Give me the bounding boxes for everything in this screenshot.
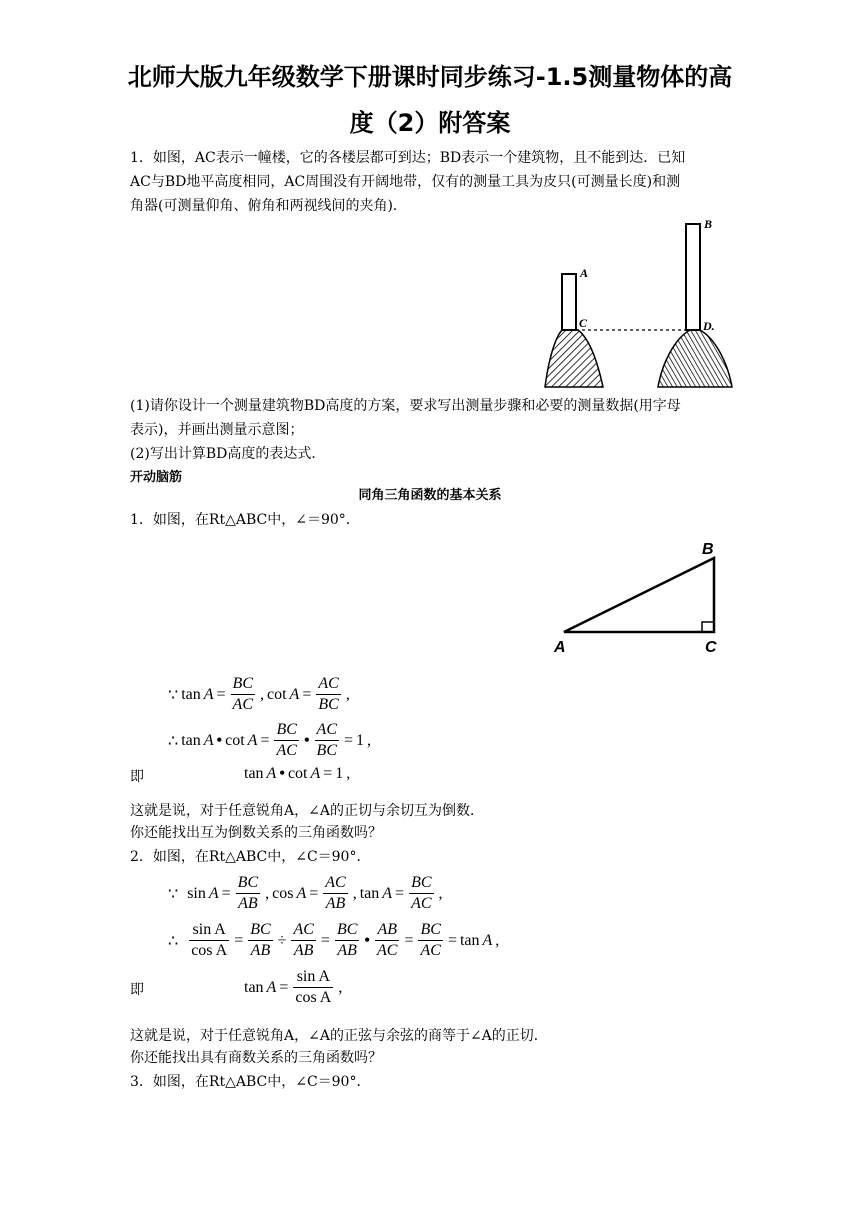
equals: = <box>260 731 270 749</box>
func-cot: cot <box>225 731 245 749</box>
numerator: AC <box>323 873 347 894</box>
denominator: AB <box>325 895 346 912</box>
because-symbol: ∵ <box>168 686 179 704</box>
because-symbol: ∵ <box>168 885 179 903</box>
func-sin: sin <box>187 884 206 902</box>
tri-label-c: C <box>705 639 717 656</box>
problem1-line1: 1．如图，AC表示一幢楼，它的各楼层都可到达；BD表示一个建筑物，且不能到达．已知 <box>130 150 686 166</box>
numerator: BC <box>409 873 433 894</box>
left-mound <box>545 330 603 387</box>
comma: , <box>438 884 443 902</box>
func-tan: tan <box>181 731 201 749</box>
dot-operator: • <box>303 731 310 749</box>
numerator: BC <box>236 873 260 894</box>
building-ac <box>562 274 576 330</box>
equals: = <box>279 978 289 996</box>
label-b: B <box>704 217 713 231</box>
var-a: A <box>203 731 214 749</box>
formula-1-2 <box>168 720 371 761</box>
var-a: A <box>482 931 493 949</box>
var-a: A <box>203 685 214 703</box>
numerator: AC <box>291 920 315 941</box>
func-tan: tan <box>459 931 480 949</box>
numerator: BC <box>418 920 442 941</box>
formula-1-3 <box>244 765 350 783</box>
denominator: AB <box>337 942 357 959</box>
fraction <box>231 674 255 715</box>
label-a: A <box>580 266 589 280</box>
var-a: A <box>266 765 277 782</box>
var-a: A <box>310 765 321 782</box>
therefore-symbol: ∴ <box>168 932 179 950</box>
equals: = <box>216 685 226 703</box>
item2-intro: 2．如图，在Rt△ABC中，∠C＝90°． <box>130 849 371 865</box>
func-tan: tan <box>244 978 264 996</box>
comma: , <box>495 931 500 949</box>
one: 1 <box>356 731 365 749</box>
label-d: D. <box>703 319 715 333</box>
question1-line2: 表示)，并画出测量示意图； <box>130 422 304 438</box>
triangle-abc <box>564 558 714 632</box>
section-subheading: 同角三角函数的基本关系 <box>358 488 502 503</box>
func-cot: cot <box>287 765 308 782</box>
equals: = <box>395 884 405 902</box>
func-tan: tan <box>359 884 380 902</box>
var-a: A <box>266 978 277 996</box>
item1-intro: 1．如图，在Rt△ABC中，∠＝90°． <box>130 512 360 528</box>
numerator: BC <box>274 720 298 741</box>
var-a: A <box>289 685 300 703</box>
therefore-symbol: ∴ <box>168 732 179 750</box>
fraction <box>315 720 339 761</box>
fraction <box>291 920 315 961</box>
tri-label-a: A <box>554 639 566 656</box>
comma: , <box>265 884 270 902</box>
problem1-line3: 角器(可测量仰角、俯角和两视线间的夹角)． <box>130 198 407 214</box>
formula-1-1 <box>168 674 350 715</box>
denominator: AC <box>377 942 398 959</box>
label-c: C <box>579 316 588 330</box>
equals: = <box>447 931 457 949</box>
buildings-figure <box>540 214 740 390</box>
item2-conclusion-2: 你还能找出具有商数关系的三角函数吗？ <box>130 1050 382 1066</box>
numerator: sin A <box>189 920 229 941</box>
page-title: 北师大版九年级数学下册课时同步练习-1.5测量物体的高 <box>127 63 733 91</box>
formula-2-3 <box>244 967 342 1008</box>
fraction <box>323 873 347 914</box>
func-tan: tan <box>181 685 201 703</box>
fraction <box>316 674 340 715</box>
denominator: BC <box>318 696 339 713</box>
numerator: BC <box>335 920 359 941</box>
func-cot: cot <box>267 685 287 703</box>
comma: , <box>346 765 351 782</box>
var-a: A <box>247 731 258 749</box>
one: 1 <box>335 765 344 782</box>
ji-label: 即 <box>130 769 144 785</box>
fraction <box>236 873 260 914</box>
problem1-line2: AC与BD地平高度相同，AC周围没有开阔地带，仅有的测量工具为皮只(可测量长度)和测 <box>130 174 681 190</box>
tri-label-b: B <box>702 541 714 558</box>
equals: = <box>309 884 319 902</box>
comma: , <box>338 978 343 996</box>
var-a: A <box>296 884 307 902</box>
equals: = <box>323 765 333 782</box>
fraction <box>189 920 229 961</box>
equals: = <box>221 884 231 902</box>
right-angle-mark <box>702 622 714 632</box>
fraction <box>248 920 272 961</box>
formula-2-1 <box>168 873 443 914</box>
denominator: AC <box>420 942 441 959</box>
denominator: AC <box>276 742 297 759</box>
item2-conclusion-1: 这就是说，对于任意锐角A，∠A的正弦与余弦的商等于∠A的正切． <box>130 1028 548 1044</box>
dot-operator: • <box>279 765 285 782</box>
building-bd <box>686 224 700 330</box>
denominator: AB <box>293 942 314 959</box>
fraction <box>418 920 442 961</box>
numerator: sin A <box>293 967 333 988</box>
comma: , <box>260 685 264 703</box>
denominator: AC <box>411 895 432 912</box>
formula-2-2 <box>168 920 499 961</box>
var-a: A <box>208 884 219 902</box>
numerator: BC <box>248 920 272 941</box>
numerator: AC <box>315 720 339 741</box>
comma: , <box>367 731 372 749</box>
fraction <box>335 920 359 961</box>
numerator: AC <box>316 674 340 695</box>
fraction <box>293 967 333 1008</box>
denominator: BC <box>316 742 337 759</box>
equals: = <box>234 931 244 949</box>
denominator: cos A <box>295 989 332 1006</box>
denominator: cos A <box>191 942 228 959</box>
right-mound <box>658 330 732 387</box>
page-title-cont: 度（2）附答案 <box>349 109 511 137</box>
numerator: BC <box>231 674 255 695</box>
fraction <box>274 720 298 761</box>
question1-line1: (1)请你设计一个测量建筑物BD高度的方案，要求写出测量步骤和必要的测量数据(用字母 <box>130 398 681 414</box>
divide: ÷ <box>277 931 287 949</box>
dot-operator: • <box>364 931 370 949</box>
question2: (2)写出计算BD高度的表达式． <box>130 446 326 462</box>
item1-conclusion-1: 这就是说，对于任意锐角A，∠A的正切与余切互为倒数． <box>130 803 484 819</box>
var-a: A <box>382 884 393 902</box>
item1-conclusion-2: 你还能找出互为倒数关系的三角函数吗？ <box>130 825 382 841</box>
func-tan: tan <box>244 765 264 782</box>
dot-operator: • <box>216 731 223 749</box>
denominator: AB <box>250 942 271 959</box>
equals: = <box>344 731 354 749</box>
equals: = <box>320 931 330 949</box>
fraction <box>375 920 399 961</box>
comma: , <box>345 685 350 703</box>
comma: , <box>352 884 357 902</box>
equals: = <box>404 931 414 949</box>
item3-intro: 3．如图，在Rt△ABC中，∠C＝90°． <box>130 1074 371 1090</box>
fraction <box>409 873 433 914</box>
triangle-figure-1 <box>550 536 730 658</box>
section-heading: 开动脑筋 <box>130 470 183 485</box>
denominator: AC <box>232 696 253 713</box>
denominator: AB <box>238 895 258 912</box>
func-cos: cos <box>272 884 294 902</box>
equals: = <box>302 685 312 703</box>
numerator: AB <box>375 920 399 941</box>
ji-label-2: 即 <box>130 982 144 998</box>
